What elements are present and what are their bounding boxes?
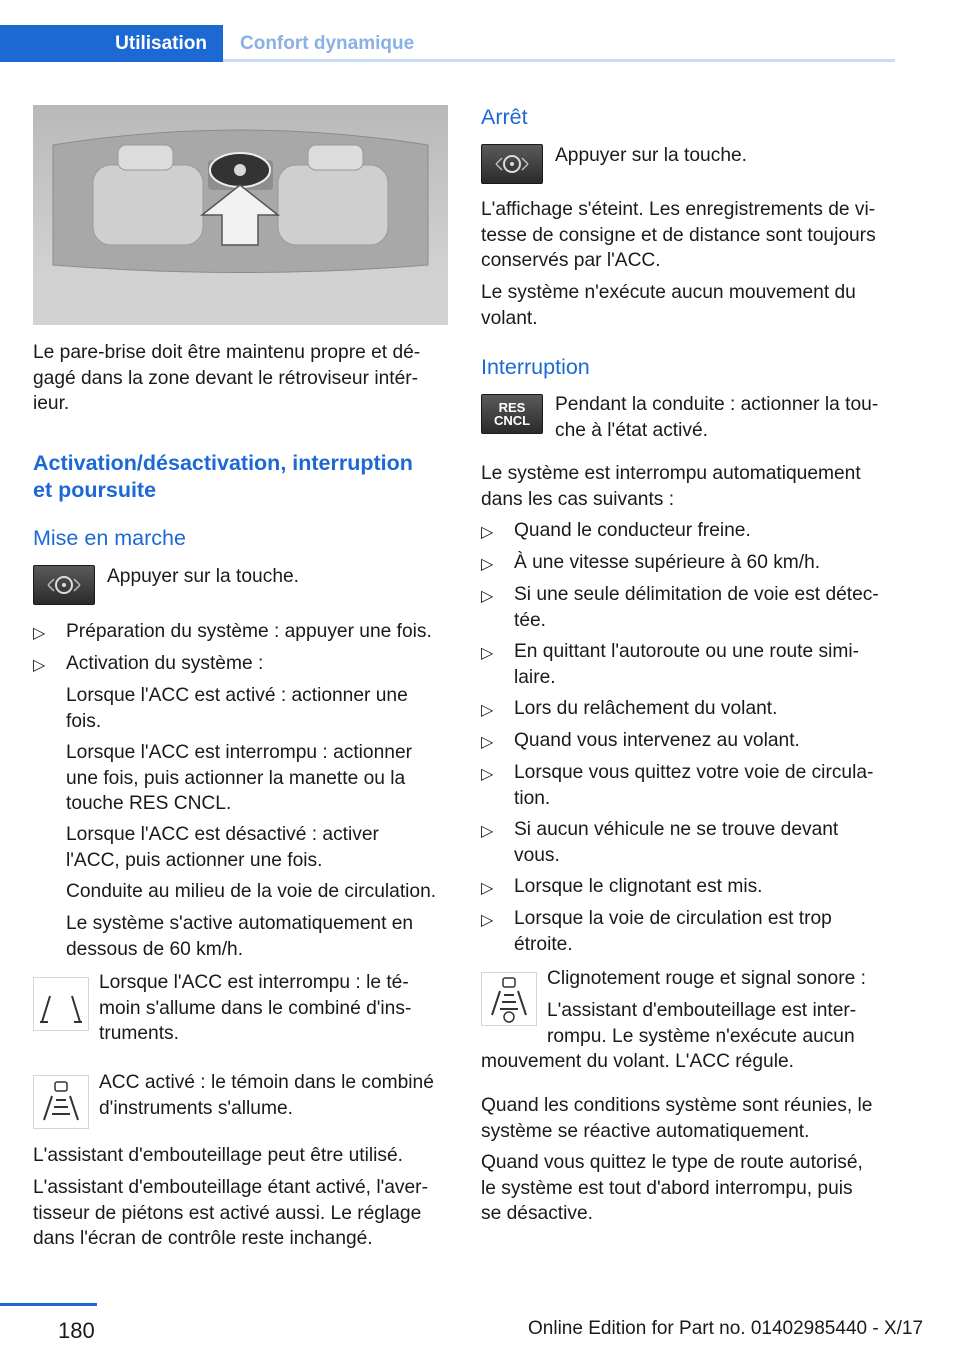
while-driving-text: Pendant la conduite : actionner la tou- che à l'état activé. bbox=[555, 394, 879, 441]
lane-indicator-white-icon bbox=[33, 977, 89, 1031]
list-item: À une vitesse supérieure à 60 km/h. bbox=[514, 552, 821, 573]
press-key-text: Appuyer sur la touche. bbox=[555, 145, 747, 166]
bullet-triangle-icon: ▷ bbox=[481, 645, 494, 662]
windshield-camera-photo bbox=[33, 105, 448, 325]
no-steering-text: Le système n'exécute aucun mouvement du volant. bbox=[481, 282, 856, 329]
pedestrian-warning-text: L'assistant d'embouteillage étant activé, l'aver- tisseur de piétons est activé aussi. Le réglage dans l'écran de contrôle reste inchangé. bbox=[33, 1177, 428, 1249]
edition-text: Online Edition for Part no. 01402985440 - X/17 bbox=[528, 1318, 924, 1339]
acc-active-text: Lorsque l'ACC est activé : actionner une fois. bbox=[66, 685, 408, 732]
bullet-triangle-icon: ▷ bbox=[481, 556, 494, 573]
photo-caption: Le pare-brise doit être maintenu propre et dé- gagé dans la zone devant le rétroviseur intér- ieur. bbox=[33, 342, 421, 414]
leave-road-text: Quand vous quittez le type de route autorisé, le système est tout d'abord interrompu, puis se désactive. bbox=[481, 1152, 863, 1224]
interrupted-text-line: mouvement du volant. L'ACC régule. bbox=[481, 1051, 794, 1072]
bullet-triangle-icon: ▷ bbox=[481, 524, 494, 541]
steering-assist-button-icon bbox=[481, 144, 543, 184]
list-item: Lorsque la voie de circulation est trop étroite. bbox=[514, 908, 832, 955]
list-item: Quand le conducteur freine. bbox=[514, 520, 751, 541]
subheading-mise-en-marche: Mise en marche bbox=[33, 526, 186, 550]
list-item: En quittant l'autoroute ou une route simi- laire. bbox=[514, 641, 859, 688]
indicator2-text: ACC activé : le témoin dans le combiné d'instruments s'allume. bbox=[99, 1072, 434, 1119]
subheading-arret: Arrêt bbox=[481, 105, 528, 129]
lane-indicator-green-icon bbox=[33, 1075, 89, 1129]
section-title: Activation/désactivation, interruption et poursuite bbox=[33, 451, 413, 502]
subheading-interruption: Interruption bbox=[481, 355, 590, 379]
list-item: Si une seule délimitation de voie est détec- tée. bbox=[514, 584, 879, 631]
auto-activate-text: Le système s'active automatiquement en dessous de 60 km/h. bbox=[66, 913, 414, 960]
bullet-triangle-icon: ▷ bbox=[481, 880, 494, 897]
list-item: Activation du système : bbox=[66, 653, 264, 674]
list-item: Préparation du système : appuyer une fois. bbox=[66, 621, 432, 642]
bullet-triangle-icon: ▷ bbox=[481, 766, 494, 783]
tab-confort-dynamique[interactable]: Confort dynamique bbox=[240, 32, 415, 54]
tab-utilisation[interactable]: Utilisation bbox=[0, 25, 223, 62]
lane-indicator-red-icon bbox=[481, 972, 537, 1026]
bullet-triangle-icon: ▷ bbox=[33, 657, 46, 674]
interrupted-text-line: rompu. Le système n'exécute aucun bbox=[547, 1026, 855, 1047]
steering-assist-button-icon bbox=[33, 565, 95, 605]
red-flash-text: Clignotement rouge et signal sonore : bbox=[547, 968, 866, 989]
reactivate-text: Quand les conditions système sont réunies, le système se réactive automatiquement. bbox=[481, 1095, 873, 1142]
res-cncl-button-icon: RES CNCL bbox=[481, 394, 543, 434]
assistant-usable-text: L'assistant d'embouteillage peut être utilisé. bbox=[33, 1145, 403, 1166]
list-item: Lors du relâchement du volant. bbox=[514, 698, 778, 719]
display-off-text: L'affichage s'éteint. Les enregistrements de vi- tesse de consigne et de distance sont toujours conservés par l'ACC. bbox=[481, 199, 876, 271]
list-item: Lorsque vous quittez votre voie de circula- tion. bbox=[514, 762, 874, 809]
bullet-triangle-icon: ▷ bbox=[481, 734, 494, 751]
list-item: Lorsque le clignotant est mis. bbox=[514, 876, 763, 897]
acc-deactivated-text: Lorsque l'ACC est désactivé : activer l'ACC, puis actionner une fois. bbox=[66, 824, 379, 871]
list-item: Si aucun véhicule ne se trouve devant vous. bbox=[514, 819, 839, 866]
bullet-triangle-icon: ▷ bbox=[33, 625, 46, 642]
interrupted-text-line: L'assistant d'embouteillage est inter- bbox=[547, 1000, 857, 1021]
bullet-triangle-icon: ▷ bbox=[481, 702, 494, 719]
header-divider bbox=[223, 59, 895, 62]
center-driving-text: Conduite au milieu de la voie de circulation. bbox=[66, 881, 437, 902]
list-item: Quand vous intervenez au volant. bbox=[514, 730, 800, 751]
auto-interrupt-text: Le système est interrompu automatiquement dans les cas suivants : bbox=[481, 463, 861, 510]
page-number: 180 bbox=[58, 1318, 95, 1343]
acc-interrupted-text: Lorsque l'ACC est interrompu : actionner une fois, puis actionner la manette ou la touche RES CNCL. bbox=[66, 742, 413, 814]
bullet-triangle-icon: ▷ bbox=[481, 912, 494, 929]
indicator1-text: Lorsque l'ACC est interrompu : le té- moin s'allume dans le combiné d'ins- truments. bbox=[99, 972, 412, 1044]
press-key-text: Appuyer sur la touche. bbox=[107, 566, 299, 587]
bullet-triangle-icon: ▷ bbox=[481, 588, 494, 605]
bullet-triangle-icon: ▷ bbox=[481, 823, 494, 840]
footer-divider bbox=[0, 1303, 97, 1306]
